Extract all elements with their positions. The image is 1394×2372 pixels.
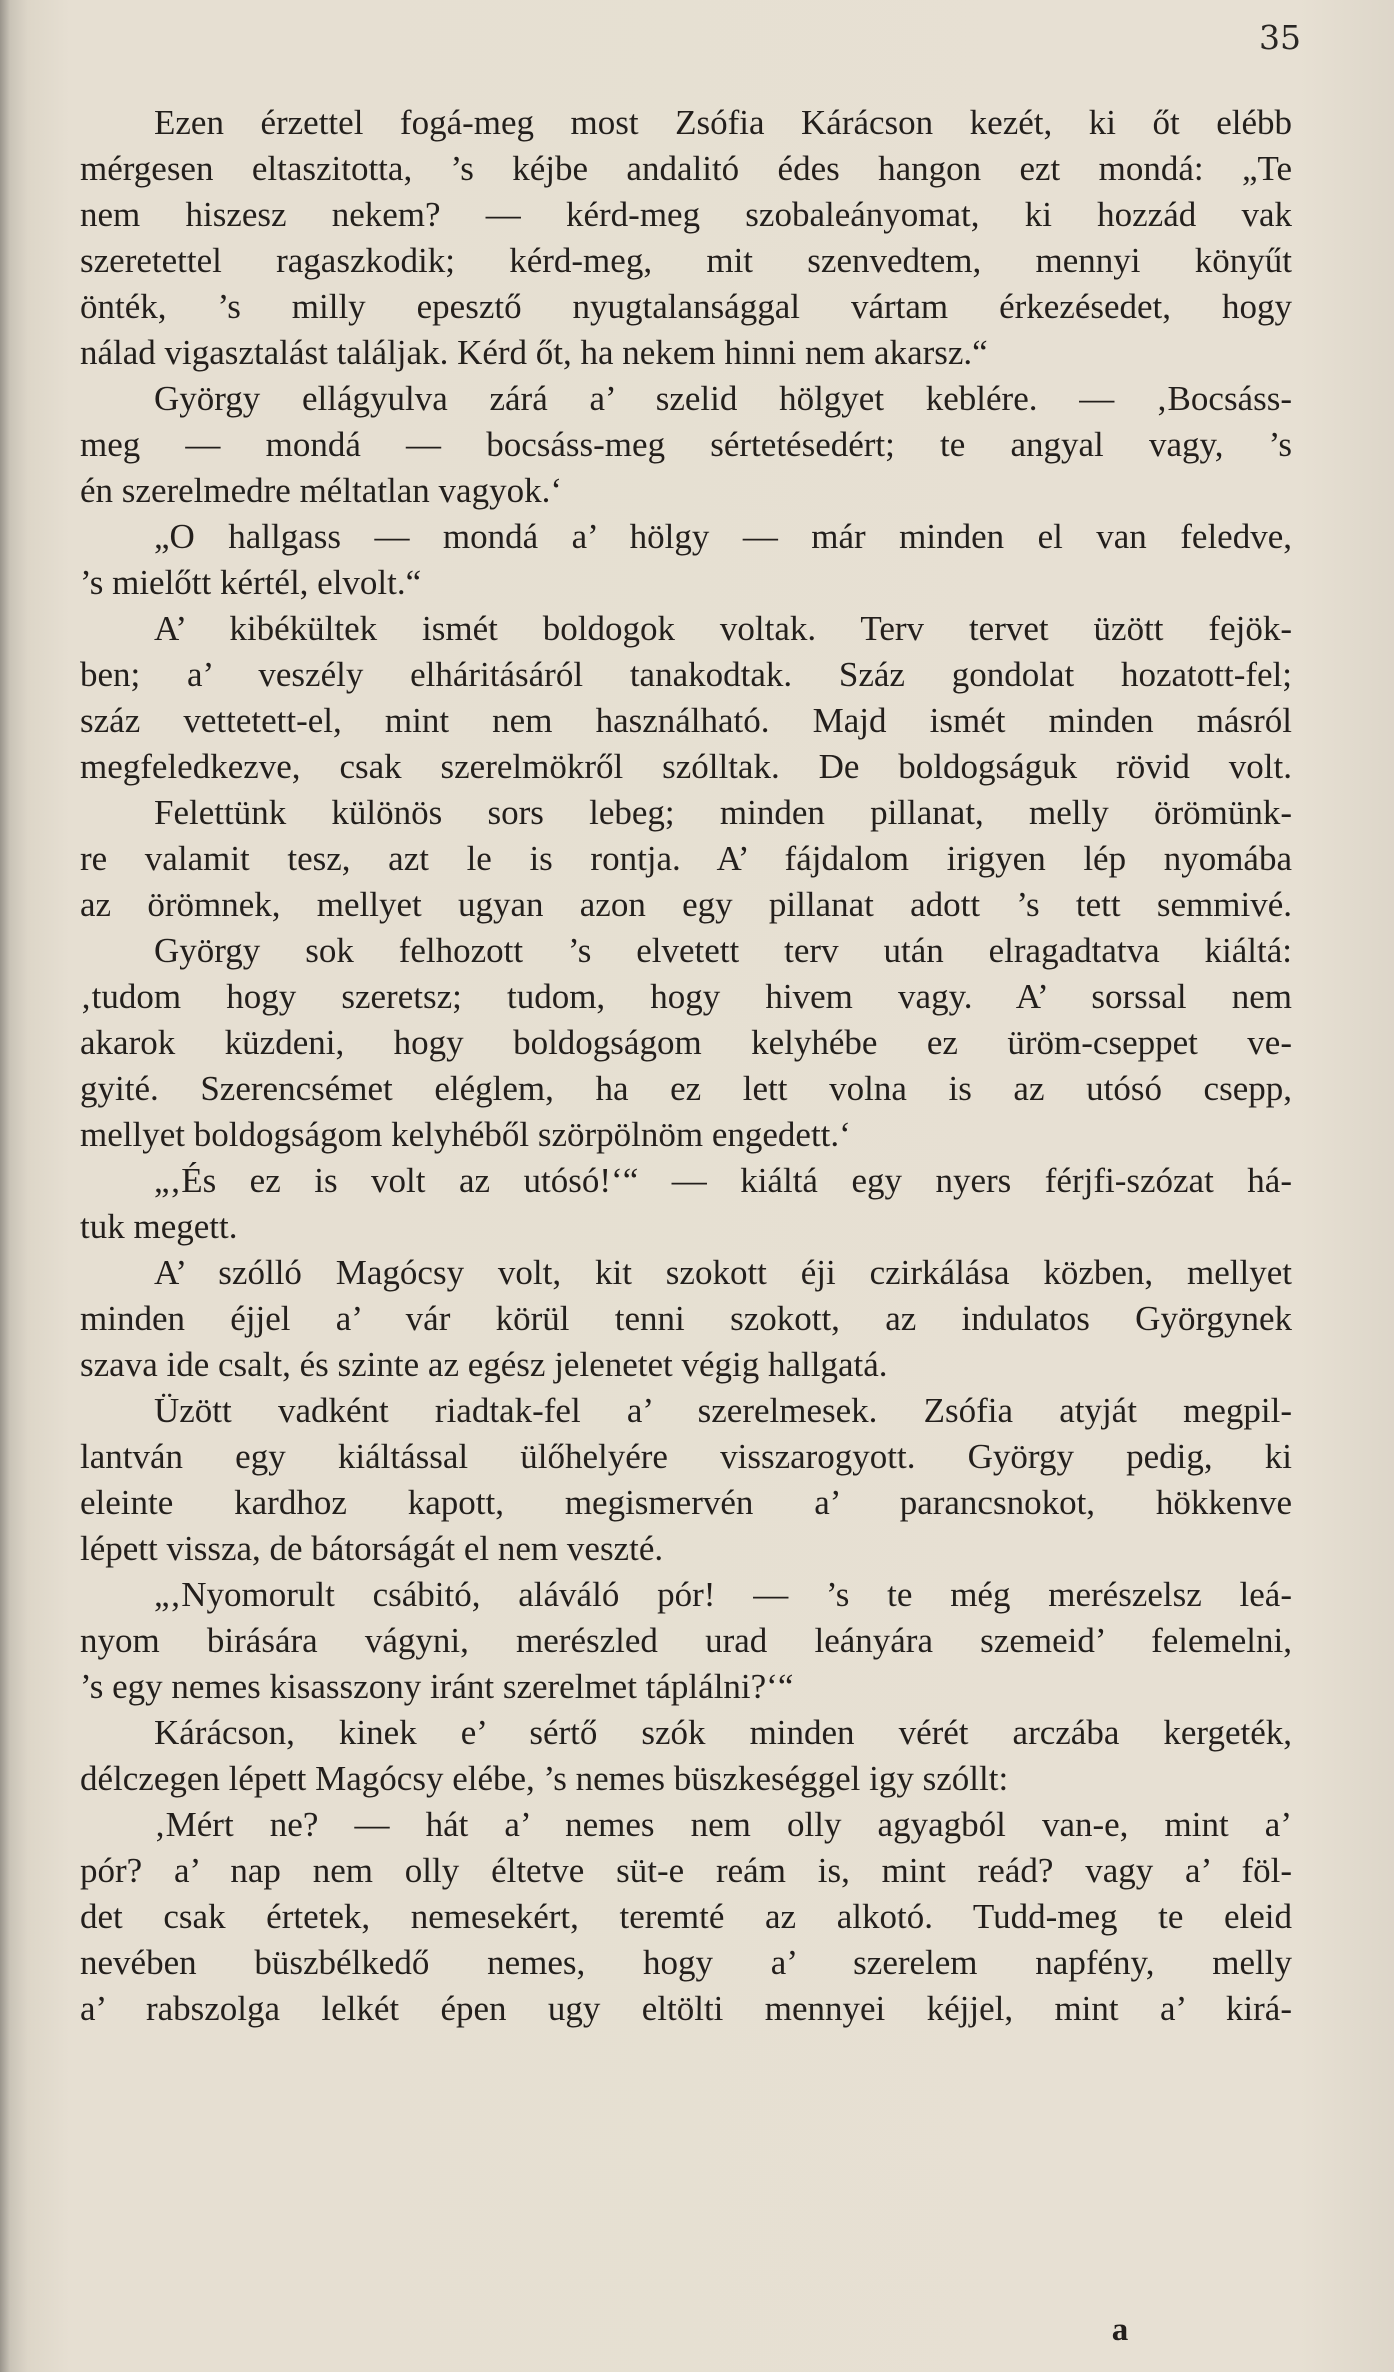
- text-line: det csak értetek, nemesekért, teremté az alkotó. Tudd-meg te eleid: [80, 1897, 1292, 1936]
- text-line: gyité. Szerencsémet eléglem, ha ez lett volna is az utósó csepp,: [80, 1069, 1292, 1108]
- text-line: A’ kibékültek ismét boldogok voltak. Terv tervet üzött fejök-: [154, 609, 1292, 648]
- text-line: tuk megett.: [80, 1207, 238, 1246]
- text-line: Kárácson, kinek e’ sértő szók minden vérét arczába kergeték,: [154, 1713, 1292, 1752]
- text-line: nálad vigasztalást találjak. Kérd őt, ha nekem hinni nem akarsz.“: [80, 333, 988, 372]
- text-line: lépett vissza, de bátorságát el nem veszté.: [80, 1529, 664, 1568]
- text-line: ben; a’ veszély elháritásáról tanakodtak. Száz gondolat hozatott-fel;: [80, 655, 1292, 694]
- text-line: én szerelmedre méltatlan vagyok.‘: [80, 471, 563, 510]
- text-line: meg — mondá — bocsáss-meg sértetésedért; te angyal vagy, ’s: [80, 425, 1292, 464]
- catchword: a: [1111, 2312, 1129, 2348]
- text-line: „‚Nyomorult csábitó, aláváló pór! — ’s te még merészelsz leá-: [154, 1575, 1292, 1614]
- text-line: ‚tudom hogy szeretsz; tudom, hogy hivem vagy. A’ sorssal nem: [80, 977, 1292, 1016]
- body-text: [80, 100, 1292, 2032]
- text-line: szava ide csalt, és szinte az egész jelenetet végig hallgatá.: [80, 1345, 888, 1384]
- text-line: szeretettel ragaszkodik; kérd-meg, mit szenvedtem, mennyi könyűt: [80, 241, 1292, 280]
- text-line: eleinte kardhoz kapott, megismervén a’ parancsnokot, hökkenve: [80, 1483, 1292, 1522]
- text-line: nem hiszesz nekem? — kérd-meg szobaleányomat, ki hozzád vak: [80, 195, 1292, 234]
- text-line: A’ szólló Magócsy volt, kit szokott éji czirkálása közben, mellyet: [154, 1253, 1292, 1292]
- text-line: re valamit tesz, azt le is rontja. A’ fájdalom irigyen lép nyomába: [80, 839, 1292, 878]
- text-line: megfeledkezve, csak szerelmökről szólltak. De boldogságuk rövid volt.: [80, 747, 1292, 786]
- text-line: György sok felhozott ’s elvetett terv után elragadtatva kiáltá:: [154, 931, 1292, 970]
- text-line: mérgesen eltaszitotta, ’s kéjbe andalitó édes hangon ezt mondá: „Te: [80, 149, 1292, 188]
- text-line: minden éjjel a’ vár körül tenni szokott, az indulatos Györgynek: [80, 1299, 1292, 1338]
- page-number: 35: [1259, 18, 1301, 57]
- text-line: ’s egy nemes kisasszony iránt szerelmet táplálni?‘“: [80, 1667, 794, 1706]
- text-line: nyom birására vágyni, merészled urad leányára szemeid’ felemelni,: [80, 1621, 1292, 1660]
- text-line: pór? a’ nap nem olly éltetve süt-e reám is, mint reád? vagy a’ föl-: [80, 1851, 1292, 1890]
- text-line: délczegen lépett Magócsy elébe, ’s nemes büszkeséggel igy szóllt:: [80, 1759, 1009, 1798]
- text-line: György ellágyulva zárá a’ szelid hölgyet keblére. — ‚Bocsáss-: [154, 379, 1292, 418]
- text-line: akarok küzdeni, hogy boldogságom kelyhébe ez üröm-cseppet ve-: [80, 1023, 1292, 1062]
- text-line: önték, ’s milly epesztő nyugtalansággal vártam érkezésedet, hogy: [80, 287, 1292, 326]
- text-line: Felettünk különös sors lebeg; minden pillanat, melly örömünk-: [154, 793, 1292, 832]
- text-line: ‚Mért ne? — hát a’ nemes nem olly agyagból van-e, mint a’: [154, 1805, 1292, 1844]
- text-line: „O hallgass — mondá a’ hölgy — már minden el van feledve,: [154, 517, 1292, 556]
- text-line: száz vettetett-el, mint nem használható. Majd ismét minden másról: [80, 701, 1292, 740]
- text-line: mellyet boldogságom kelyhéből szörpölnöm engedett.‘: [80, 1115, 851, 1154]
- text-line: nevében büszbélkedő nemes, hogy a’ szerelem napfény, melly: [80, 1943, 1292, 1982]
- text-line: ’s mielőtt kértél, elvolt.“: [80, 563, 422, 602]
- text-line: Ezen érzettel fogá-meg most Zsófia Kárácson kezét, ki őt elébb: [154, 103, 1292, 142]
- text-line: a’ rabszolga lelkét épen ugy eltölti mennyei kéjjel, mint a’ kirá-: [80, 1989, 1292, 2028]
- text-line: az örömnek, mellyet ugyan azon egy pillanat adott ’s tett semmivé.: [80, 885, 1292, 924]
- text-line: Üzött vadként riadtak-fel a’ szerelmesek. Zsófia atyját megpil-: [154, 1391, 1292, 1430]
- text-line: lantván egy kiáltással ülőhelyére visszarogyott. György pedig, ki: [80, 1437, 1292, 1476]
- text-line: „‚És ez is volt az utósó!‘“ — kiáltá egy nyers férjfi-szózat há-: [154, 1161, 1292, 1200]
